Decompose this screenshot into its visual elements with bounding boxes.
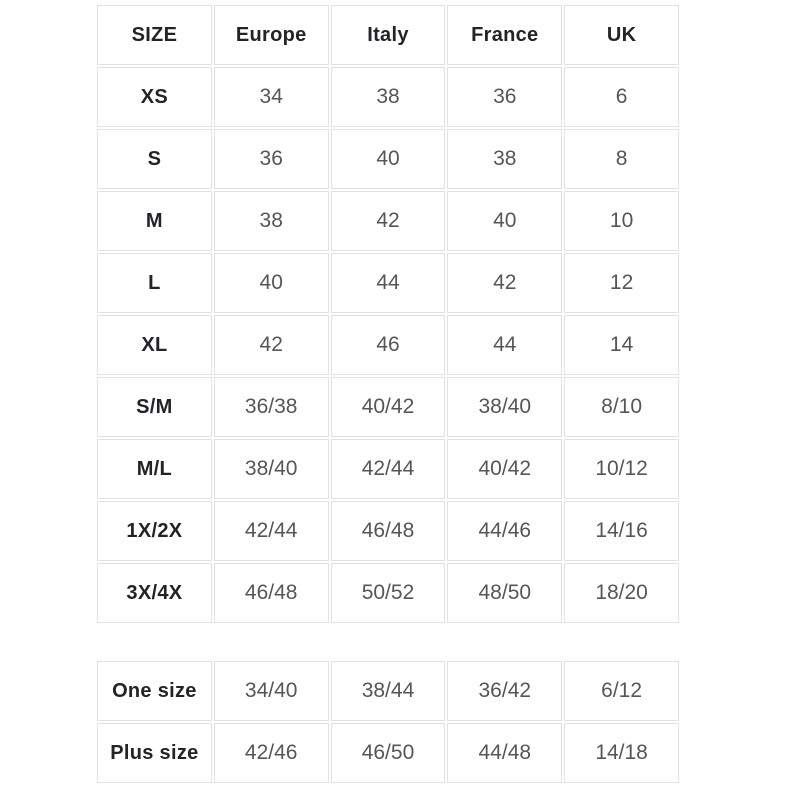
- table-row-s-m: [97, 377, 679, 437]
- size-value-cell: 34/40: [214, 661, 329, 721]
- row-label-s-m: S/M: [97, 377, 212, 437]
- row-label-l: L: [97, 253, 212, 313]
- size-value-cell: 46/48: [331, 501, 446, 561]
- size-value-cell: 14/16: [564, 501, 679, 561]
- row-label-plus-size: Plus size: [97, 723, 212, 783]
- size-value-cell: 44/46: [447, 501, 562, 561]
- secondary-table-body: [97, 661, 679, 783]
- table-header-row: [97, 5, 679, 65]
- size-value-cell: 46/50: [331, 723, 446, 783]
- size-value-cell: 40/42: [331, 377, 446, 437]
- size-value-cell: 6/12: [564, 661, 679, 721]
- size-value-cell: 42/46: [214, 723, 329, 783]
- size-value-cell: 46/48: [214, 563, 329, 623]
- size-value-cell: 38: [447, 129, 562, 189]
- size-value-cell: 38: [331, 67, 446, 127]
- size-value-cell: 42: [331, 191, 446, 251]
- row-label-one-size: One size: [97, 661, 212, 721]
- size-value-cell: 50/52: [331, 563, 446, 623]
- size-value-cell: 36: [214, 129, 329, 189]
- size-value-cell: 18/20: [564, 563, 679, 623]
- column-header-uk: UK: [564, 5, 679, 65]
- column-header-italy: Italy: [331, 5, 446, 65]
- size-value-cell: 6: [564, 67, 679, 127]
- size-value-cell: 38: [214, 191, 329, 251]
- size-value-cell: 8: [564, 129, 679, 189]
- size-value-cell: 40/42: [447, 439, 562, 499]
- size-value-cell: 38/40: [214, 439, 329, 499]
- size-value-cell: 42/44: [214, 501, 329, 561]
- size-value-cell: 40: [447, 191, 562, 251]
- size-value-cell: 36: [447, 67, 562, 127]
- row-label-3x-4x: 3X/4X: [97, 563, 212, 623]
- size-value-cell: 14: [564, 315, 679, 375]
- size-value-cell: 36/38: [214, 377, 329, 437]
- size-value-cell: 42: [214, 315, 329, 375]
- size-value-cell: 34: [214, 67, 329, 127]
- row-label-1x-2x: 1X/2X: [97, 501, 212, 561]
- size-table-header: [97, 5, 679, 65]
- row-label-m: M: [97, 191, 212, 251]
- column-header-europe: Europe: [214, 5, 329, 65]
- size-value-cell: 42: [447, 253, 562, 313]
- row-label-s: S: [97, 129, 212, 189]
- table-row-1x-2x: [97, 501, 679, 561]
- one-size-plus-size-table: [95, 659, 681, 785]
- size-value-cell: 38/40: [447, 377, 562, 437]
- size-value-cell: 40: [214, 253, 329, 313]
- size-value-cell: 14/18: [564, 723, 679, 783]
- size-value-cell: 44/48: [447, 723, 562, 783]
- table-row-m: [97, 191, 679, 251]
- size-value-cell: 36/42: [447, 661, 562, 721]
- table-row-l: [97, 253, 679, 313]
- column-header-size: SIZE: [97, 5, 212, 65]
- table-row-3x-4x: [97, 563, 679, 623]
- row-label-xl: XL: [97, 315, 212, 375]
- size-value-cell: 40: [331, 129, 446, 189]
- table-row-xl: [97, 315, 679, 375]
- size-value-cell: 12: [564, 253, 679, 313]
- size-table-body: [97, 67, 679, 623]
- size-value-cell: 46: [331, 315, 446, 375]
- size-conversion-table: [95, 3, 681, 625]
- size-value-cell: 38/44: [331, 661, 446, 721]
- size-value-cell: 8/10: [564, 377, 679, 437]
- table-row-xs: [97, 67, 679, 127]
- table-row-m-l: [97, 439, 679, 499]
- size-value-cell: 44: [331, 253, 446, 313]
- size-value-cell: 44: [447, 315, 562, 375]
- size-value-cell: 10/12: [564, 439, 679, 499]
- size-tables-container: [95, 3, 681, 785]
- size-value-cell: 42/44: [331, 439, 446, 499]
- size-value-cell: 48/50: [447, 563, 562, 623]
- column-header-france: France: [447, 5, 562, 65]
- row-label-xs: XS: [97, 67, 212, 127]
- table-row-plus-size: [97, 723, 679, 783]
- row-label-m-l: M/L: [97, 439, 212, 499]
- size-value-cell: 10: [564, 191, 679, 251]
- table-row-one-size: [97, 661, 679, 721]
- table-row-s: [97, 129, 679, 189]
